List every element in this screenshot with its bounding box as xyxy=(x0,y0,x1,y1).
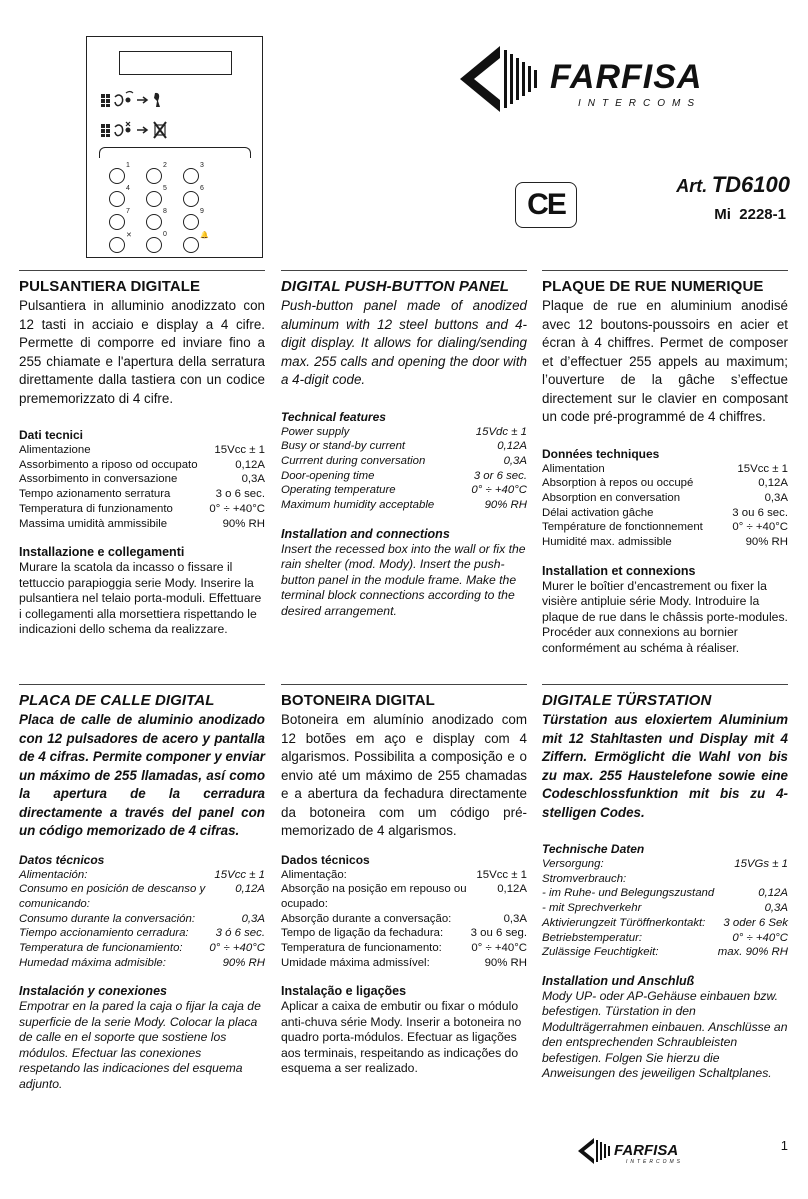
spec-row xyxy=(281,425,527,440)
spec-value: 3 or 6 sec. xyxy=(473,469,527,482)
spec-row xyxy=(19,956,265,971)
spec-value: 0,12A xyxy=(758,477,788,490)
spec-value: 0° ÷ +40°C xyxy=(732,521,788,534)
spec-value: 15VGs ± 1 xyxy=(734,858,788,870)
tech-title: Technical features xyxy=(281,409,386,424)
rule-mid-2 xyxy=(281,684,527,685)
keypad-button xyxy=(183,191,199,207)
ce-mark: CE xyxy=(515,182,577,228)
spec-value: 0,12A xyxy=(758,887,788,900)
spec-value: 0° ÷ +40°C xyxy=(471,484,527,497)
article-code xyxy=(676,172,790,198)
spec-row xyxy=(281,882,527,911)
keypad-label: ✕ xyxy=(126,232,132,239)
spec-label: Absorption en conversation xyxy=(542,491,681,504)
spec-label: Stromverbrauch: xyxy=(542,872,627,885)
farfisa-logo xyxy=(460,44,790,114)
section-spanish xyxy=(19,692,265,1092)
install-text: Aplicar a caixa de embutir ou fixar o módulo anti-chuva série Mody. Inserir a botoneira no quadro porta-módulos. Efectuar as ligações aos terminais, respeitando as indicações do esquema a ser realizado. xyxy=(281,999,522,1076)
spec-label: Currrent during conversation xyxy=(281,454,426,467)
product-drawing-panel xyxy=(86,36,263,258)
spec-row xyxy=(19,517,265,532)
spec-value: 3 oder 6 Sek xyxy=(723,916,788,929)
spec-label: Alimentación: xyxy=(19,868,88,881)
spec-label: Alimentation xyxy=(542,462,605,475)
tech-title: Datos técnicos xyxy=(19,852,105,867)
spec-row xyxy=(542,476,788,491)
install-text: Murare la scatola da incasso o fissare il tettuccio parapioggia serie Mody. Inserire la pulsantiera nel telaio porta-moduli. Effettuare i collegamenti alla morsettiera rispettando le indicazioni dello schema da realizzare. xyxy=(19,560,262,637)
spec-label: Absorption à repos ou occupé xyxy=(542,477,694,490)
tech-title: Données techniques xyxy=(542,446,660,461)
keypad-button xyxy=(146,237,162,253)
spec-value: 0,3A xyxy=(503,912,527,925)
section-title: DIGITAL PUSH-BUTTON PANEL xyxy=(281,278,510,295)
spec-value: 90% RH xyxy=(745,536,788,549)
spec-value: 3 ou 6 seg. xyxy=(470,927,527,940)
spec-value: 90% RH xyxy=(484,499,527,512)
spec-value: 0° ÷ +40°C xyxy=(732,931,788,944)
spec-label: Aktivierungzeit Türöffnerkontakt: xyxy=(542,916,706,929)
spec-value: 0,3A xyxy=(503,454,527,467)
call-sequence-icon xyxy=(99,89,249,111)
keypad-button xyxy=(109,168,125,184)
spec-label: Versorgung: xyxy=(542,858,604,870)
spec-row xyxy=(281,926,527,941)
spec-label: Zulässige Feuchtigkeit: xyxy=(542,946,659,959)
spec-label: Massima umidità ammissibile xyxy=(19,517,168,530)
spec-label: Humedad máxima admisible: xyxy=(19,956,166,969)
keypad-button xyxy=(109,214,125,230)
spec-label: Tempo azionamento serratura xyxy=(19,488,171,501)
spec-row xyxy=(19,458,265,473)
install-text: Empotrar en la pared la caja o fijar la caja de superficie de la serie Mody. Colocar la placa de calle en el soporte que sostiene los módulos. Efectuar las conexiones respetando las indicaciones del esquema adjunto. xyxy=(19,999,261,1091)
section-french xyxy=(542,278,788,656)
spec-label: Température de fonctionnement xyxy=(542,521,703,534)
section-english xyxy=(281,278,527,619)
keypad-button xyxy=(146,191,162,207)
brand-name: FARFISA xyxy=(550,58,703,96)
spec-value: 90% RH xyxy=(484,956,527,969)
spec-list xyxy=(542,857,788,960)
section-german xyxy=(542,692,788,1082)
spec-row xyxy=(19,912,265,927)
spec-value: 0,3A xyxy=(241,473,265,486)
install-text: Murer le boîtier d’encastrement ou fixer la visière antipluie série Mody. Introduire la plaque de rue dans le châssis porte-modules. Procéder aux connexions au bornier conformément au schéma à réaliser. xyxy=(542,578,788,655)
section-intro: Türstation aus eloxiertem Aluminium mit 12 Stahltasten und Display mit 4 Ziffern. Ermöglicht die Wahl von bis zu max. 255 Haustelefone sowie eine Codeschlossfunktion mit bis zu 4-stelligen Codes. xyxy=(542,712,788,820)
spec-label: Délai activation gâche xyxy=(542,506,654,519)
spec-row xyxy=(281,956,527,971)
spec-list xyxy=(281,425,527,513)
spec-value: 0,12A xyxy=(235,883,265,896)
section-intro: Placa de calle de aluminio anodizado con 12 pulsadores de acero y pantalla de 4 cifras. Permite componer y enviar un máximo de 255 llamadas, así como la apertura de la cerradura directamente a través del panel con un código memorizado de 4 cifras. xyxy=(19,712,265,838)
keypad-label: 6 xyxy=(200,185,204,192)
rule-top-2 xyxy=(281,270,527,271)
spec-list xyxy=(281,868,527,971)
tech-title: Dati tecnici xyxy=(19,428,84,442)
spec-value: 0,12A xyxy=(497,883,527,896)
keypad-button xyxy=(109,191,125,207)
art-prefix: Art. xyxy=(676,176,708,196)
spec-label: Consumo durante la conversación: xyxy=(19,912,196,925)
keypad-frame xyxy=(99,147,251,158)
spec-value: 15Vcc ± 1 xyxy=(214,868,265,881)
door-open-sequence-icon xyxy=(99,119,249,141)
spec-label: Alimentação: xyxy=(281,868,347,881)
install-title: Instalación y conexiones xyxy=(19,984,167,999)
install-text: Insert the recessed box into the wall or fix the rain shelter (mod. Mody). Insert the push-button panel in the module frame. Make the terminal block connections according to the desired arrangement. xyxy=(281,541,526,618)
spec-row xyxy=(542,462,788,477)
spec-row xyxy=(19,868,265,883)
spec-label: Tempo de ligação da fechadura: xyxy=(281,927,444,940)
spec-row xyxy=(281,483,527,498)
panel-call-icons xyxy=(99,89,249,111)
section-italian xyxy=(19,278,265,638)
spec-label: Door-opening time xyxy=(281,469,375,482)
spec-value: 0° ÷ +40°C xyxy=(209,502,265,515)
install-title: Installation et connexions xyxy=(542,563,696,578)
tech-title: Dados técnicos xyxy=(281,852,370,867)
spec-row xyxy=(281,498,527,513)
spec-row xyxy=(19,926,265,941)
section-portuguese xyxy=(281,692,527,1077)
panel-display xyxy=(119,51,232,75)
spec-label: Operating temperature xyxy=(281,484,396,497)
spec-label: Betriebstemperatur: xyxy=(542,931,643,944)
keypad-label: 9 xyxy=(200,208,204,215)
keypad-button xyxy=(146,214,162,230)
spec-value: 0,3A xyxy=(764,491,788,504)
footer-logo xyxy=(578,1136,728,1166)
spec-row xyxy=(542,901,788,916)
spec-row xyxy=(19,882,265,911)
spec-list xyxy=(542,462,788,550)
spec-label: Humidité max. admissible xyxy=(542,536,672,549)
spec-row xyxy=(281,941,527,956)
spec-value: 15Vcc ± 1 xyxy=(737,462,788,475)
spec-label: Tiempo accionamiento cerradura: xyxy=(19,927,189,940)
keypad-label: 4 xyxy=(126,185,130,192)
keypad-label: 8 xyxy=(163,208,167,215)
spec-value: max. 90% RH xyxy=(717,946,788,959)
panel-door-icons xyxy=(99,119,249,141)
spec-label: Consumo en posición de descanso y comunicando: xyxy=(19,883,206,910)
spec-row xyxy=(19,941,265,956)
install-title: Installation und Anschluß xyxy=(542,973,695,988)
farfisa-mark-icon xyxy=(460,44,790,114)
section-title: PLACA DE CALLE DIGITAL xyxy=(19,692,215,709)
mi-code: Mi 2228-1 xyxy=(714,206,786,223)
spec-value: 3 o 6 sec. xyxy=(215,488,265,501)
rule-top-1 xyxy=(19,270,265,271)
spec-value: 0,3A xyxy=(764,902,788,915)
spec-row xyxy=(281,469,527,484)
spec-label: Absorção na posição em repouso ou ocupado: xyxy=(281,883,467,910)
spec-row xyxy=(281,439,527,454)
spec-value: 90% RH xyxy=(222,517,265,530)
spec-list xyxy=(19,868,265,971)
spec-value: 0,12A xyxy=(497,440,527,453)
art-number: TD6100 xyxy=(711,172,790,197)
install-title: Instalação e ligações xyxy=(281,984,407,999)
keypad-label: 0 xyxy=(163,231,167,238)
section-intro: Plaque de rue en aluminium anodisé avec 12 boutons-poussoirs en acier et écran à 4 chiffres. Permet de composer et d’effectuer 255 appels au maximum; l’ouverture de la gâche s’effectue directement sur le clavier en composant un code pré-programmé de 4 chiffres. xyxy=(542,298,788,424)
brand-sub: INTERCOMS xyxy=(578,98,701,109)
keypad-button xyxy=(109,237,125,253)
spec-label: Temperatura di funzionamento xyxy=(19,502,173,515)
spec-row xyxy=(19,472,265,487)
spec-value: 0° ÷ +40°C xyxy=(471,942,527,955)
spec-label: Power supply xyxy=(281,425,350,438)
keypad-label: 5 xyxy=(163,185,167,192)
footer-brand-sub: INTERCOMS xyxy=(626,1159,683,1165)
tech-title: Technische Daten xyxy=(542,842,645,856)
spec-label: Assorbimento in conversazione xyxy=(19,473,178,486)
spec-value: 15Vcc ± 1 xyxy=(476,868,527,881)
rule-mid-1 xyxy=(19,684,265,685)
spec-row xyxy=(19,487,265,502)
keypad-label: 7 xyxy=(126,208,130,215)
spec-row xyxy=(19,443,265,458)
spec-list xyxy=(19,443,265,531)
section-title: DIGITALE TÜRSTATION xyxy=(542,692,712,709)
spec-row xyxy=(542,916,788,931)
farfisa-mark-small-icon xyxy=(578,1136,728,1166)
page-number: 1 xyxy=(780,1138,788,1153)
section-title: BOTONEIRA DIGITAL xyxy=(281,692,435,709)
spec-row xyxy=(542,535,788,550)
keypad-button xyxy=(183,214,199,230)
spec-label: Alimentazione xyxy=(19,444,91,456)
keypad-label: 3 xyxy=(200,162,204,169)
spec-row xyxy=(19,502,265,517)
keypad-label: 1 xyxy=(126,162,130,169)
footer-brand-name: FARFISA xyxy=(614,1142,679,1159)
spec-value: 3 ou 6 sec. xyxy=(732,506,788,519)
rule-top-3 xyxy=(542,270,788,271)
install-text: Mody UP- oder AP-Gehäuse einbauen bzw. befestigen. Türstation in den Modulträgerrahmen einbauen. Anschlüsse an den entsprechenden Schraubleisten befestigen. Folgen Sie hierzu die Anweisungen des jeweiligen Schaltplanes. xyxy=(542,988,788,1081)
spec-label: Busy or stand-by current xyxy=(281,440,406,453)
spec-label: Umidade máxima admissível: xyxy=(281,956,430,969)
spec-row xyxy=(281,912,527,927)
spec-row xyxy=(542,872,788,887)
spec-value: 3 ó 6 sec. xyxy=(215,927,265,940)
spec-label: Temperatura de funcionamiento: xyxy=(19,942,183,955)
spec-value: 0,12A xyxy=(235,458,265,471)
spec-label: - mit Sprechverkehr xyxy=(542,902,642,915)
section-intro: Pulsantiera in alluminio anodizzato con 12 tasti in acciaio e display a 4 cifre. Permette di comporre ed inviare fino a 255 chiamate e l'apertura della serratura direttamente dalla tastiera con un codice prememorizzato di 4 cifre. xyxy=(19,298,265,406)
spec-label: Temperatura de funcionamento: xyxy=(281,942,442,955)
spec-value: 0° ÷ +40°C xyxy=(209,942,265,955)
spec-label: - im Ruhe- und Belegungszustand xyxy=(542,887,715,900)
spec-row xyxy=(281,868,527,883)
keypad-label: 2 xyxy=(163,162,167,169)
section-title: PULSANTIERA DIGITALE xyxy=(19,278,201,295)
install-title: Installation and connections xyxy=(281,526,450,541)
spec-row xyxy=(542,931,788,946)
keypad-button xyxy=(146,168,162,184)
install-title: Installazione e collegamenti xyxy=(19,545,185,560)
spec-row xyxy=(542,886,788,901)
section-intro: Push-button panel made of anodized aluminum with 12 steel buttons and 4-digit display. It allows for dialing/sending max. 255 calls and opening the door with a 4-digit code. xyxy=(281,298,527,387)
spec-value: 0,3A xyxy=(241,912,265,925)
spec-value: 90% RH xyxy=(222,956,265,969)
spec-row xyxy=(542,945,788,960)
keypad-button xyxy=(183,168,199,184)
spec-row xyxy=(542,506,788,521)
section-title: PLAQUE DE RUE NUMERIQUE xyxy=(542,278,764,295)
spec-label: Assorbimento a riposo od occupato xyxy=(19,458,198,471)
keypad-label: 🔔 xyxy=(200,232,209,239)
rule-mid-3 xyxy=(542,684,788,685)
spec-label: Absorção durante a conversação: xyxy=(281,912,452,925)
keypad-button xyxy=(183,237,199,253)
spec-row xyxy=(281,454,527,469)
spec-row xyxy=(542,857,788,872)
spec-value: 15Vdc ± 1 xyxy=(475,425,527,438)
spec-label: Maximum humidity acceptable xyxy=(281,499,435,512)
spec-value: 15Vcc ± 1 xyxy=(214,444,265,456)
spec-row xyxy=(542,491,788,506)
section-intro: Botoneira em alumínio anodizado com 12 botões em aço e display com 4 algarismos. Possibilita a composição e o envio até um máximo de 255 chamadas e a abertura da fechadura directamente da botoneira com um código pré-memorizado de 4 algarismos. xyxy=(281,712,527,838)
spec-row xyxy=(542,520,788,535)
